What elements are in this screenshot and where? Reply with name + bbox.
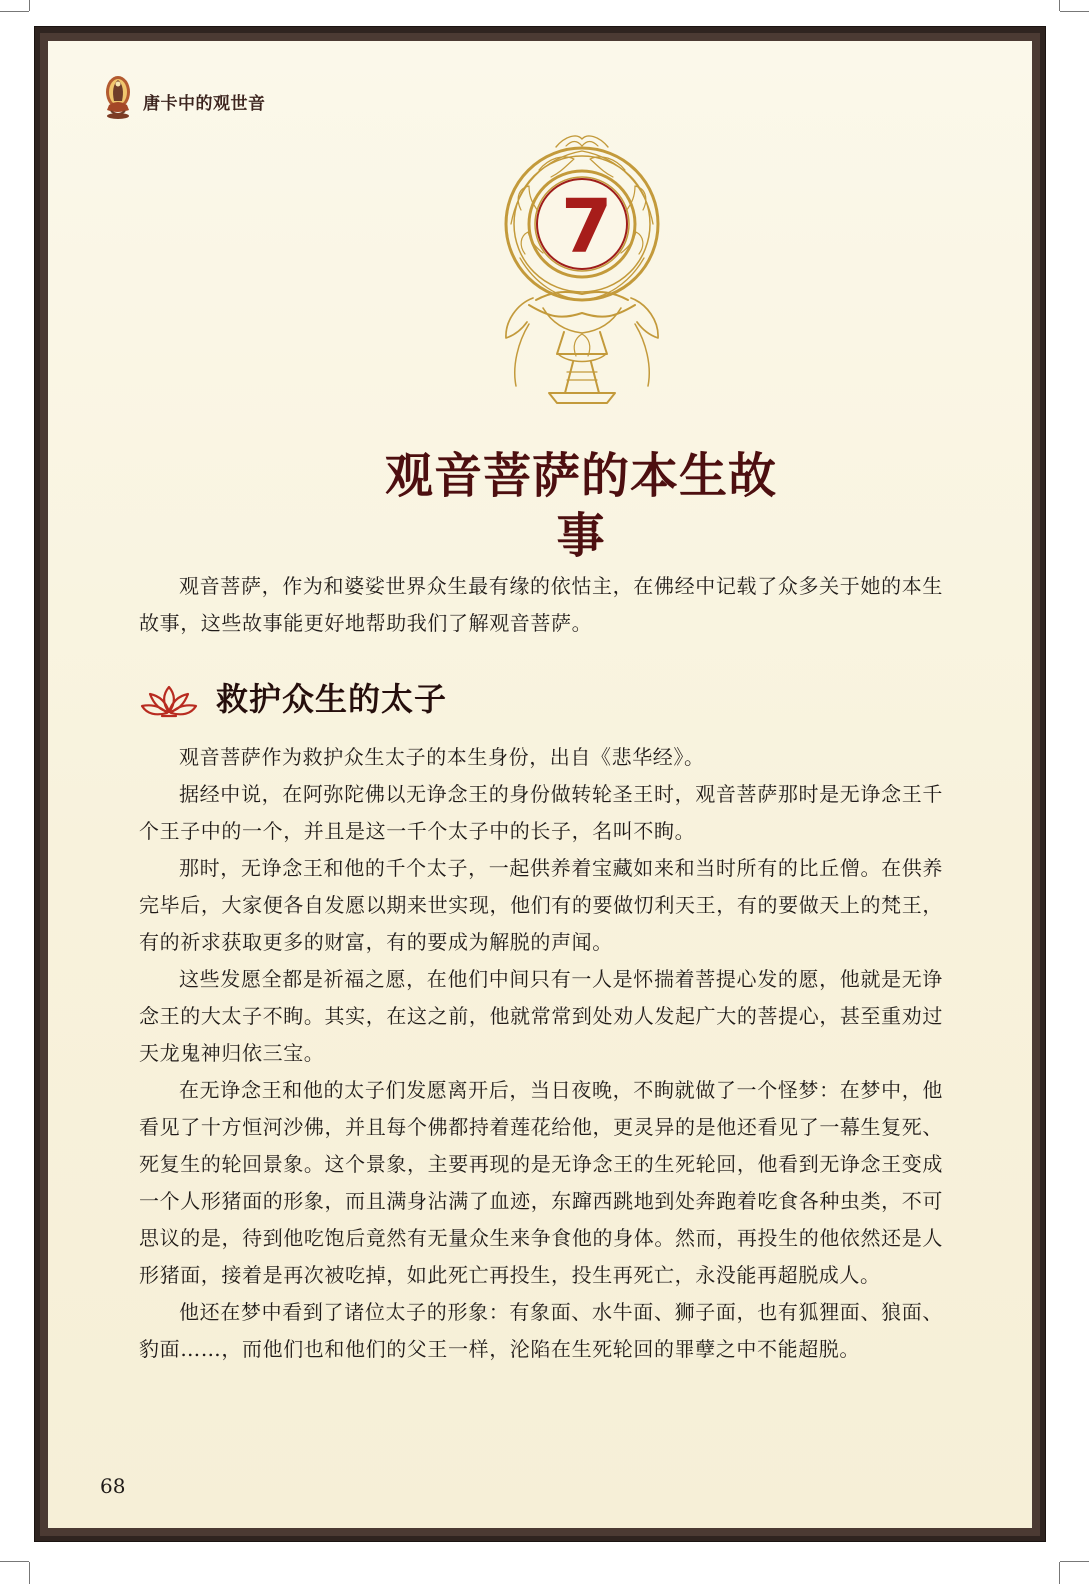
section-paragraph: 据经中说，在阿弥陀佛以无诤念王的身份做转轮圣王时，观音菩萨那时是无诤念王千个王子中的一个，并且是这一千个太子中的长子，名叫不眴。 [139, 782, 943, 843]
crop-mark-bottom-left-h [0, 1561, 29, 1562]
section-heading [140, 677, 560, 725]
page-number: 68 [100, 1474, 126, 1498]
section-paragraph: 那时，无诤念王和他的千个太子，一起供养着宝藏如来和当时所有的比丘僧。在供养完毕后，大家便各自发愿以期来世实现，他们有的要做忉利天王，有的要做天上的梵王，有的祈求获取更多的财富，有的要成为解脱的声闻。 [139, 856, 943, 954]
crop-mark-top-left-h [0, 11, 29, 12]
bodhisattva-icon [101, 74, 135, 120]
crop-mark-top-right-v [1059, 0, 1060, 11]
crop-mark-top-right-h [1060, 11, 1089, 12]
section-paragraph: 这些发愿全都是祈福之愿，在他们中间只有一人是怀揣着菩提心发的愿，他就是无诤念王的大太子不眴。其实，在这之前，他就常常到处劝人发起广大的菩提心，甚至重劝过天龙鬼神归依三宝。 [139, 967, 943, 1065]
section-paragraph: 在无诤念王和他的太子们发愿离开后，当日夜晚，不眴就做了一个怪梦：在梦中，他看见了十方恒河沙佛，并且每个佛都持着莲花给他，更灵异的是他还看见了一幕生复死、死复生的轮回景象。这个景象，主要再现的是无诤念王的生死轮回，他看到无诤念王变成一个人形猪面的形象，而且满身沾满了血迹，东蹿西跳地到处奔跑着吃食各种虫类，不可思议的是，待到他吃饱后竟然有无量众生来争食他的身体。然而，再投生的他依然还是人形猪面，接着是再次被吃掉，如此死亡再投生，投生再死亡，永没能再超脱成人。 [139, 1078, 943, 1287]
book-header-title: 唐卡中的观世音 [143, 94, 266, 114]
crop-mark-bottom-right-v [1059, 1562, 1060, 1584]
crop-mark-bottom-right-h [1060, 1561, 1089, 1562]
crop-mark-bottom-left-v [29, 1562, 30, 1584]
lotus-icon [140, 682, 198, 720]
chapter-title: 观音菩萨的本生故事 [384, 448, 777, 564]
crop-mark-top-left-v [29, 0, 30, 11]
section-paragraph: 观音菩萨作为救护众生太子的本生身份，出自《悲华经》。 [179, 745, 705, 769]
chapter-number: 7 [561, 184, 613, 270]
chapter-intro [139, 568, 943, 642]
section-body [139, 739, 943, 1368]
section-paragraph: 他还在梦中看到了诸位太子的形象：有象面、水牛面、狮子面，也有狐狸面、狼面、豹面……，而他们也和他们的父王一样，沦陷在生死轮回的罪孽之中不能超脱。 [139, 1300, 943, 1361]
section-title: 救护众生的太子 [216, 680, 448, 718]
intro-paragraph: 观音菩萨，作为和婆娑世界众生最有缘的依怙主，在佛经中记载了众多关于她的本生故事，这些故事能更好地帮助我们了解观音菩萨。 [139, 574, 943, 635]
